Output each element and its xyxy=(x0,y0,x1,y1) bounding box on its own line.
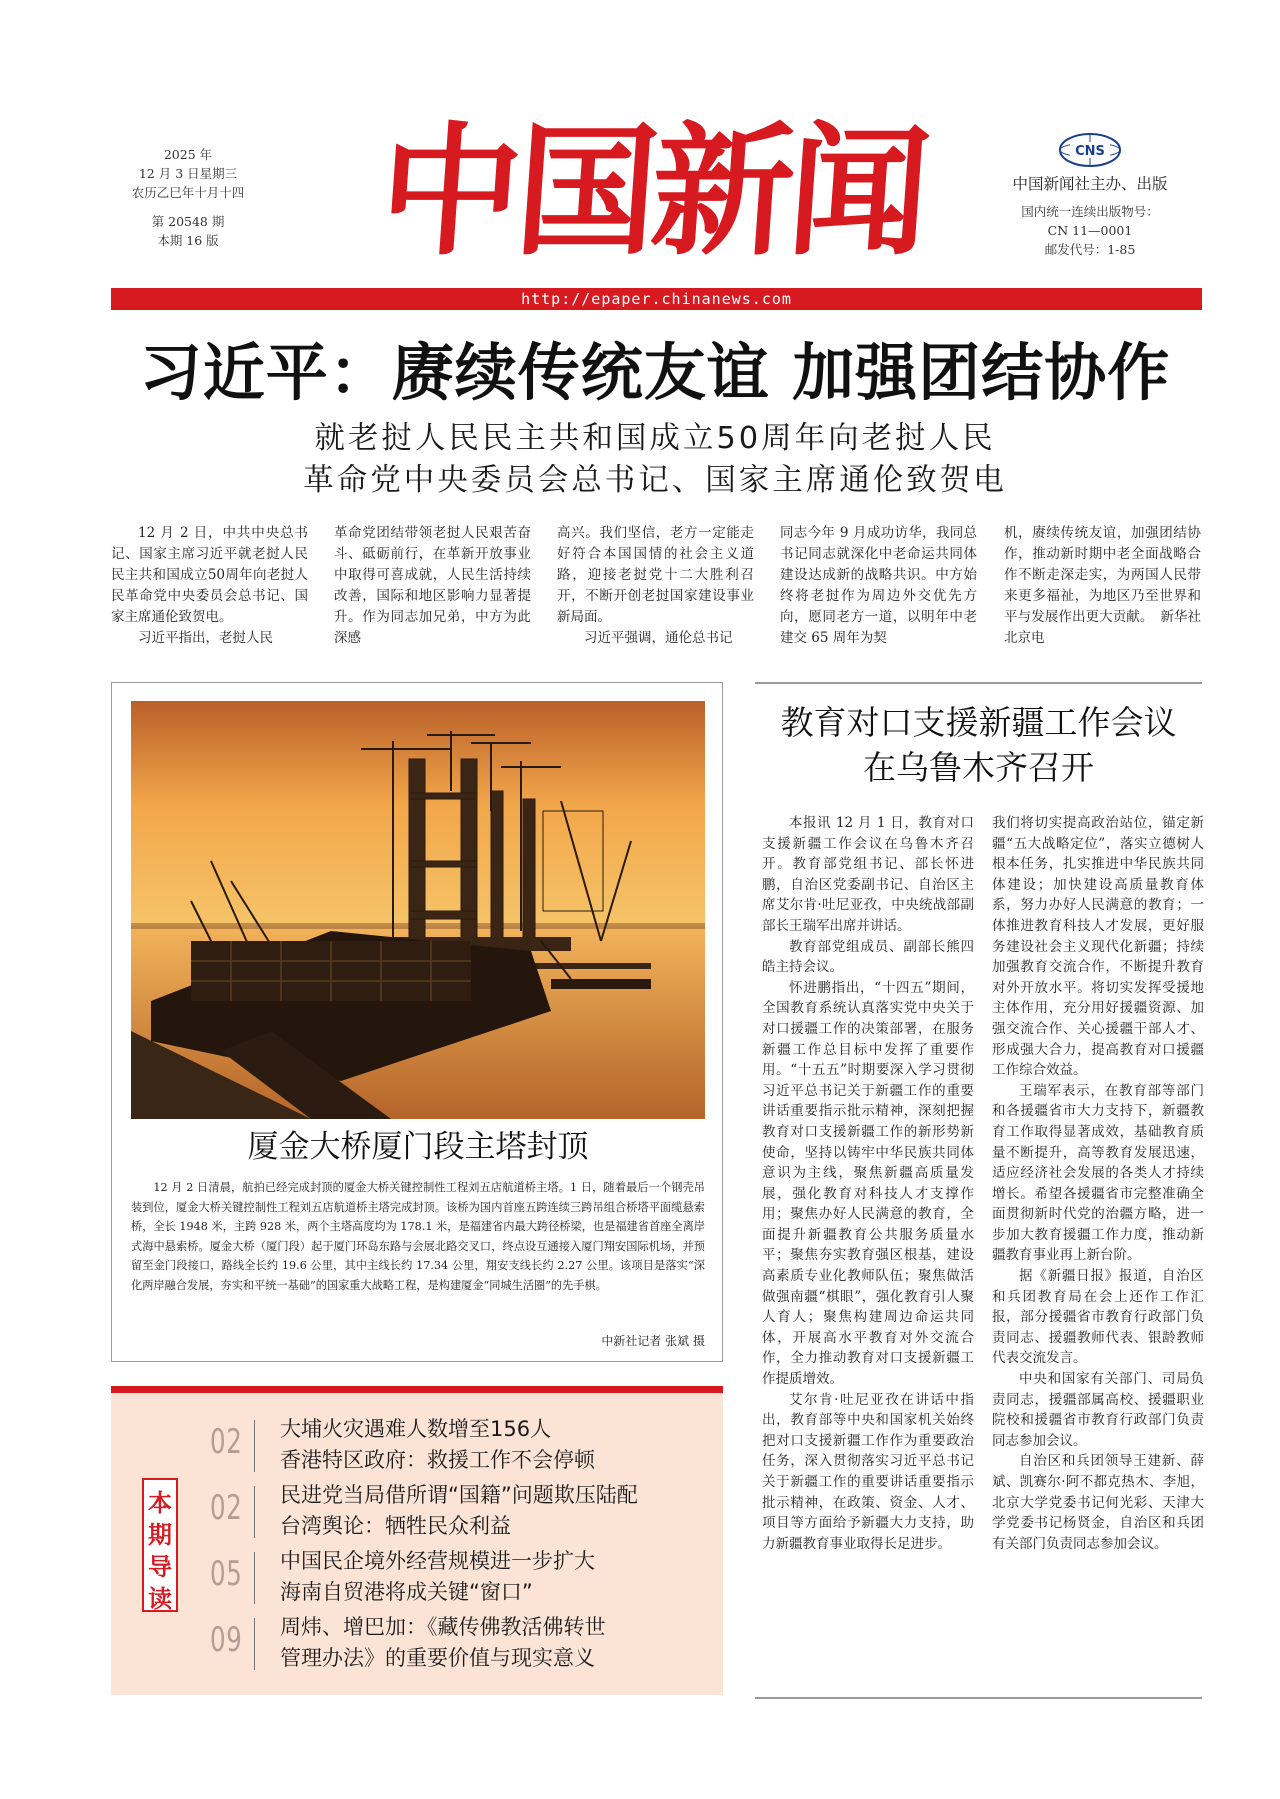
guide-headline-line: 大埔火灾遇难人数增至156人 xyxy=(280,1417,552,1441)
guide-page-number: 09 xyxy=(210,1620,243,1660)
guide-headline-line: 香港特区政府：救援工作不会停顿 xyxy=(280,1448,595,1472)
publisher-name: 中国新闻社主办、出版 xyxy=(1012,175,1168,193)
guide-headline-line: 民进党当局借所谓“国籍”问题欺压陆配 xyxy=(280,1483,638,1507)
newspaper-title-logo: 中国新闻 xyxy=(374,109,930,275)
right-article-top-rule xyxy=(755,682,1202,684)
photo-feature-title: 厦金大桥厦门段主塔封顶 xyxy=(247,1129,589,1165)
guide-headline-line: 管理办法》的重要价值与现实意义 xyxy=(280,1646,595,1670)
article-paragraph: 王瑞军表示，在教育部等部门和各援疆省市大力支持下，新疆教育工作取得显著成效，基础教育质量不断提升，高等教育发展迅速，适应经济社会发展的各类人才持续增长。希望各援疆省市完整准确全面贯彻新时代党的治疆方略，进一步加大教育援疆工作力度，推动新疆教育事业再上新台阶。 xyxy=(992,1082,1204,1264)
guide-separator xyxy=(254,1420,255,1472)
photo-credit: 中新社记者 张斌 摄 xyxy=(601,1334,705,1348)
guide-page-number: 02 xyxy=(210,1422,243,1462)
right-article-title-line: 教育对口支援新疆工作会议 xyxy=(780,703,1177,742)
guide-top-rule xyxy=(111,1386,723,1393)
guide-headline-line: 中国民企境外经营规模进一步扩大 xyxy=(280,1549,595,1573)
article-paragraph: 自治区和兵团领导王建新、薛斌、凯赛尔·阿不都克热木、李旭，北京大学党委书记何光彩、天津大学党委书记杨贤金，自治区和兵团有关部门负责同志参加会议。 xyxy=(992,1453,1204,1552)
serial-number-label: 国内统一连续出版物号： xyxy=(1021,204,1159,219)
lead-column-4 xyxy=(780,523,977,651)
lead-column-5 xyxy=(1004,523,1201,651)
guide-page-number: 05 xyxy=(210,1554,243,1594)
article-paragraph: 据《新疆日报》报道，自治区和兵团教育局在会上还作工作汇报，部分援疆省市教育行政部门负责同志、援疆教师代表、银龄教师代表交流发言。 xyxy=(992,1268,1204,1367)
right-article-column-1 xyxy=(762,813,974,1683)
guide-tag-char: 导 xyxy=(148,1553,172,1581)
issue-number: 第 20548 期 xyxy=(151,214,225,229)
lead-column-2 xyxy=(334,523,531,651)
right-article-column-2 xyxy=(992,813,1204,1683)
cns-logo-icon xyxy=(1058,132,1122,168)
guide-headline[interactable] xyxy=(280,1546,710,1608)
guide-separator xyxy=(254,1552,255,1604)
guide-headline-line: 海南自贸港将成关键“窗口” xyxy=(280,1580,533,1604)
bridge-photo[interactable] xyxy=(131,701,705,1119)
article-paragraph: 艾尔肯·吐尼亚孜在讲话中指出，教育部等中央和国家机关始终把对口支援新疆工作作为重要政治任务，深入贯彻落实习近平总书记关于新疆工作的重要讲话重要指示批示精神，在政策、资金、人才、项目等方面给予新疆大力支持，助力新疆教育事业取得长足进步。 xyxy=(762,1391,974,1552)
lead-paragraph: 革命党团结带领老挝人民艰苦奋斗、砥砺前行，在革新开放事业中取得可喜成就，人民生活持续改善，国际和地区影响力显著提升。作为同志加兄弟，中方为此深感 xyxy=(334,525,531,646)
serial-number: CN 11—0001 xyxy=(1047,223,1133,238)
postal-code: 邮发代号：1-85 xyxy=(1044,242,1136,257)
guide-headline[interactable] xyxy=(280,1612,710,1674)
article-paragraph: 本报讯 12 月 1 日，教育对口支援新疆工作会议在乌鲁木齐召开。教育部党组书记、部长怀进鹏，自治区党委副书记、自治区主席艾尔肯·吐尼亚孜，中央统战部副部长王瑞军出席并讲话。 xyxy=(762,815,974,934)
guide-tag-char: 读 xyxy=(148,1585,172,1613)
guide-headline-line: 台湾舆论：牺牲民众利益 xyxy=(280,1514,511,1538)
photo-caption xyxy=(131,1178,705,1295)
right-article-title-line: 在乌鲁木齐召开 xyxy=(863,748,1094,787)
epaper-url-link[interactable]: http://epaper.chinanews.com xyxy=(521,290,792,308)
lead-subhead-line: 革命党中央委员会总书记、国家主席通伦致贺电 xyxy=(303,463,1007,498)
lead-column-1 xyxy=(111,523,308,651)
date-year: 2025 年 xyxy=(163,147,213,162)
right-article-title xyxy=(755,700,1202,790)
lead-paragraph: 机，赓续传统友谊，加强团结协作，推动新时期中老全面战略合作不断走深走实，为两国人民带来更多福祉，为地区乃至世界和平与发展作出更大贡献。 新华社北京电 xyxy=(1004,525,1201,646)
lead-headline: 习近平：赓续传统友谊 加强团结协作 xyxy=(139,336,1171,409)
guide-item[interactable] xyxy=(210,1546,710,1606)
guide-headline[interactable] xyxy=(280,1480,710,1542)
date-lunar: 农历乙巳年十月十四 xyxy=(131,185,245,200)
lead-subhead-line: 就老挝人民民主共和国成立50周年向老挝人民 xyxy=(314,421,996,456)
article-paragraph: 教育部党组成员、副部长熊四皓主持会议。 xyxy=(762,938,974,976)
publisher-block xyxy=(990,132,1190,259)
date-day: 12 月 3 日星期三 xyxy=(138,166,238,181)
article-paragraph: 我们将切实提高政治站位，锚定新疆“五大战略定位”，落实立德树人根本任务，扎实推进中华民族共同体建设；加快建设高质量教育体系，努力办好人民满意的教育；一体推进教育科技人才发展，更好服务建设社会主义现代化新疆；持续加强教育交流合作，不断提升教育对外开放水平。将切实发挥受援地主体作用，充分用好援疆资源、加强交流合作、关心援疆干部人才、形成强大合力，提高教育对口援疆工作综合效益。 xyxy=(992,815,1204,1079)
article-paragraph: 中央和国家有关部门、司局负责同志，援疆部属高校、援疆职业院校和援疆省市教育行政部门负责同志参加会议。 xyxy=(992,1371,1204,1449)
date-block xyxy=(118,145,258,250)
url-bar xyxy=(111,288,1202,310)
lead-paragraph: 习近平指出，老挝人民 xyxy=(138,630,273,646)
guide-headline[interactable] xyxy=(280,1414,710,1476)
photo-caption-text: 12 月 2 日清晨，航拍已经完成封顶的厦金大桥关键控制性工程刘五店航道桥主塔。1 日，随着最后一个钢壳吊装到位，厦金大桥关键控制性工程刘五店航道桥主塔完成封顶。该桥为国内首座五跨连续三跨吊组合桥塔平面缆悬索桥，全长 1948 米，主跨 928 米，两个主塔高度均为 178.1 米，是福建省内最大跨径桥梁，也是福建省首座全离岸式海中悬索桥。厦金大桥（厦门段）起于厦门环岛东路与会展北路交叉口，终点设互通接入厦门翔安国际机场，并预留至金门段接口，路线全长约 19.6 公里，其中主线长约 17.34 公里，翔安支线长约 2.27 公里。该项目是落实“深化两岸融合发展，夯实和平统一基础”的国家重大战略工程，是构建厦金“同城生活圈”的先手棋。 xyxy=(131,1181,705,1292)
guide-item[interactable] xyxy=(210,1612,710,1672)
guide-tag-char: 期 xyxy=(148,1521,172,1549)
guide-separator xyxy=(254,1486,255,1538)
article-paragraph: 怀进鹏指出，“十四五”期间，全国教育系统认真落实党中央关于对口援疆工作的决策部署，在服务新疆工作总目标中发挥了重要作用。“十五五”时期要深入学习贯彻习近平总书记关于新疆工作的重要讲话重要指示批示精神，深刻把握教育对口支援新疆工作的新形势新使命，坚持以铸牢中华民族共同体意识为主线，聚焦新疆高质量发展，强化教育对科技人才支撑作用；聚焦办好人民满意的教育，全面提升新疆教育公共服务质量水平；聚焦夯实教育强区根基，建设高素质专业化教师队伍；聚焦做活做强南疆“棋眼”，强化教育引人聚人育人；聚焦构建周边命运共同体，开展高水平教育对外交流合作，全力推动教育对口支援新疆工作提质增效。 xyxy=(762,979,974,1388)
lead-paragraph: 同志今年 9 月成功访华，我同总书记同志就深化中老命运共同体建设达成新的战略共识。中方始终将老挝作为周边外交优先方向，愿同老方一道，以明年中老建交 65 周年为契 xyxy=(780,525,977,646)
lead-column-3 xyxy=(557,523,754,651)
cns-logo-text: CNS xyxy=(1075,144,1105,159)
issue-guide-tag xyxy=(142,1478,178,1612)
lead-subhead xyxy=(100,418,1210,502)
guide-headline-line: 周炜、增巴加：《藏传佛教活佛转世 xyxy=(280,1615,606,1639)
guide-item[interactable] xyxy=(210,1480,710,1540)
lead-paragraph: 高兴。我们坚信，老方一定能走好符合本国国情的社会主义道路，迎接老挝党十二大胜利召开，不断开创老挝国家建设事业新局面。 xyxy=(557,525,754,625)
right-article-bottom-rule xyxy=(755,1697,1202,1699)
lead-paragraph: 习近平强调，通伦总书记 xyxy=(584,630,733,646)
guide-separator xyxy=(254,1618,255,1670)
guide-item[interactable] xyxy=(210,1414,710,1474)
guide-tag-char: 本 xyxy=(148,1489,172,1517)
lead-paragraph: 12 月 2 日，中共中央总书记、国家主席习近平就老挝人民民主共和国成立50周年向老挝人民革命党中央委员会总书记、国家主席通伦致贺电。 xyxy=(111,525,308,625)
page-count: 本期 16 版 xyxy=(157,233,219,248)
guide-page-number: 02 xyxy=(210,1488,243,1528)
